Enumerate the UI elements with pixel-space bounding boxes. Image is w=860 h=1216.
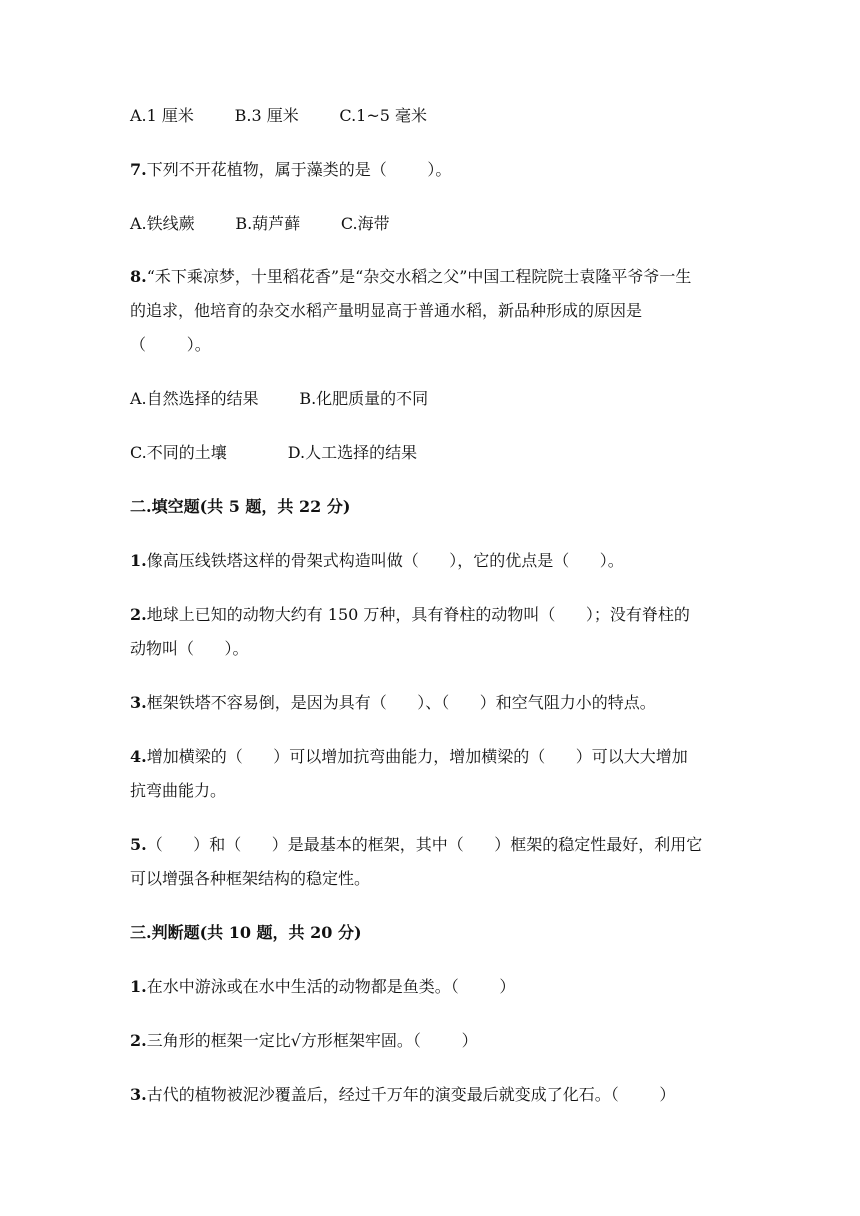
judge-question-3 — [130, 1084, 675, 1106]
question-text: 框架铁塔不容易倒，是因为具有（ ）、（ ）和空气阻力小的特点。 — [146, 693, 656, 712]
question-number: 2. — [130, 1031, 147, 1050]
question-7 — [130, 159, 451, 181]
fill-question-2 — [130, 604, 690, 626]
previous-question-options: A.1 厘米 B.3 厘米 C.1~5 毫米 — [130, 106, 428, 125]
question-8-line-2: 的追求，他培育的杂交水稻产量明显高于普通水稻，新品种形成的原因是 — [130, 301, 643, 320]
question-text: 增加横梁的（ ）可以增加抗弯曲能力，增加横梁的（ ）可以大大增加 — [146, 747, 688, 766]
question-number: 8. — [130, 267, 147, 286]
question-text: 像高压线铁塔这样的骨架式构造叫做（ ），它的优点是（ ）。 — [146, 551, 624, 570]
question-number: 4. — [130, 747, 147, 766]
question-text: “禾下乘凉梦，十里稻花香”是“杂交水稻之父”中国工程院院士袁隆平爷爷一生 — [146, 267, 692, 286]
fill-question-4 — [130, 746, 688, 768]
question-number: 2. — [130, 605, 147, 624]
fill-question-4-line-2: 抗弯曲能力。 — [130, 781, 227, 800]
section-title-fill-blank: 二.填空题(共 5 题，共 22 分) — [130, 497, 351, 516]
judge-question-2 — [130, 1030, 478, 1052]
question-text: （ ）和（ ）是最基本的框架，其中（ ）框架的稳定性最好，利用它 — [146, 835, 703, 854]
question-text: 在水中游泳或在水中生活的动物都是鱼类。（ ） — [146, 977, 516, 996]
question-8-line-3: （ ）。 — [130, 335, 211, 354]
question-8-options-2: C.不同的土壤 D.人工选择的结果 — [130, 443, 418, 462]
question-number: 3. — [130, 693, 147, 712]
fill-question-5 — [130, 834, 702, 856]
question-number: 1. — [130, 551, 147, 570]
fill-question-1 — [130, 550, 624, 572]
question-number: 1. — [130, 977, 147, 996]
question-7-options: A.铁线蕨 B.葫芦藓 C.海带 — [130, 214, 390, 233]
question-text: 下列不开花植物，属于藻类的是（ ）。 — [146, 160, 452, 179]
question-text: 三角形的框架一定比√方形框架牢固。（ ） — [146, 1031, 478, 1050]
question-8-options-1: A.自然选择的结果 B.化肥质量的不同 — [130, 389, 429, 408]
question-8 — [130, 266, 691, 288]
section-title-true-false: 三.判断题(共 10 题，共 20 分) — [130, 923, 362, 942]
question-text: 地球上已知的动物大约有 150 万种，具有脊柱的动物叫（ ）；没有脊柱的 — [146, 605, 690, 624]
question-number: 3. — [130, 1085, 147, 1104]
question-text: 古代的植物被泥沙覆盖后，经过千万年的演变最后就变成了化石。（ ） — [146, 1085, 676, 1104]
fill-question-5-line-2: 可以增强各种框架结构的稳定性。 — [130, 869, 371, 888]
fill-question-2-line-2: 动物叫（ ）。 — [130, 639, 249, 658]
question-number: 7. — [130, 160, 147, 179]
judge-question-1 — [130, 976, 515, 998]
fill-question-3 — [130, 692, 656, 714]
question-number: 5. — [130, 835, 147, 854]
